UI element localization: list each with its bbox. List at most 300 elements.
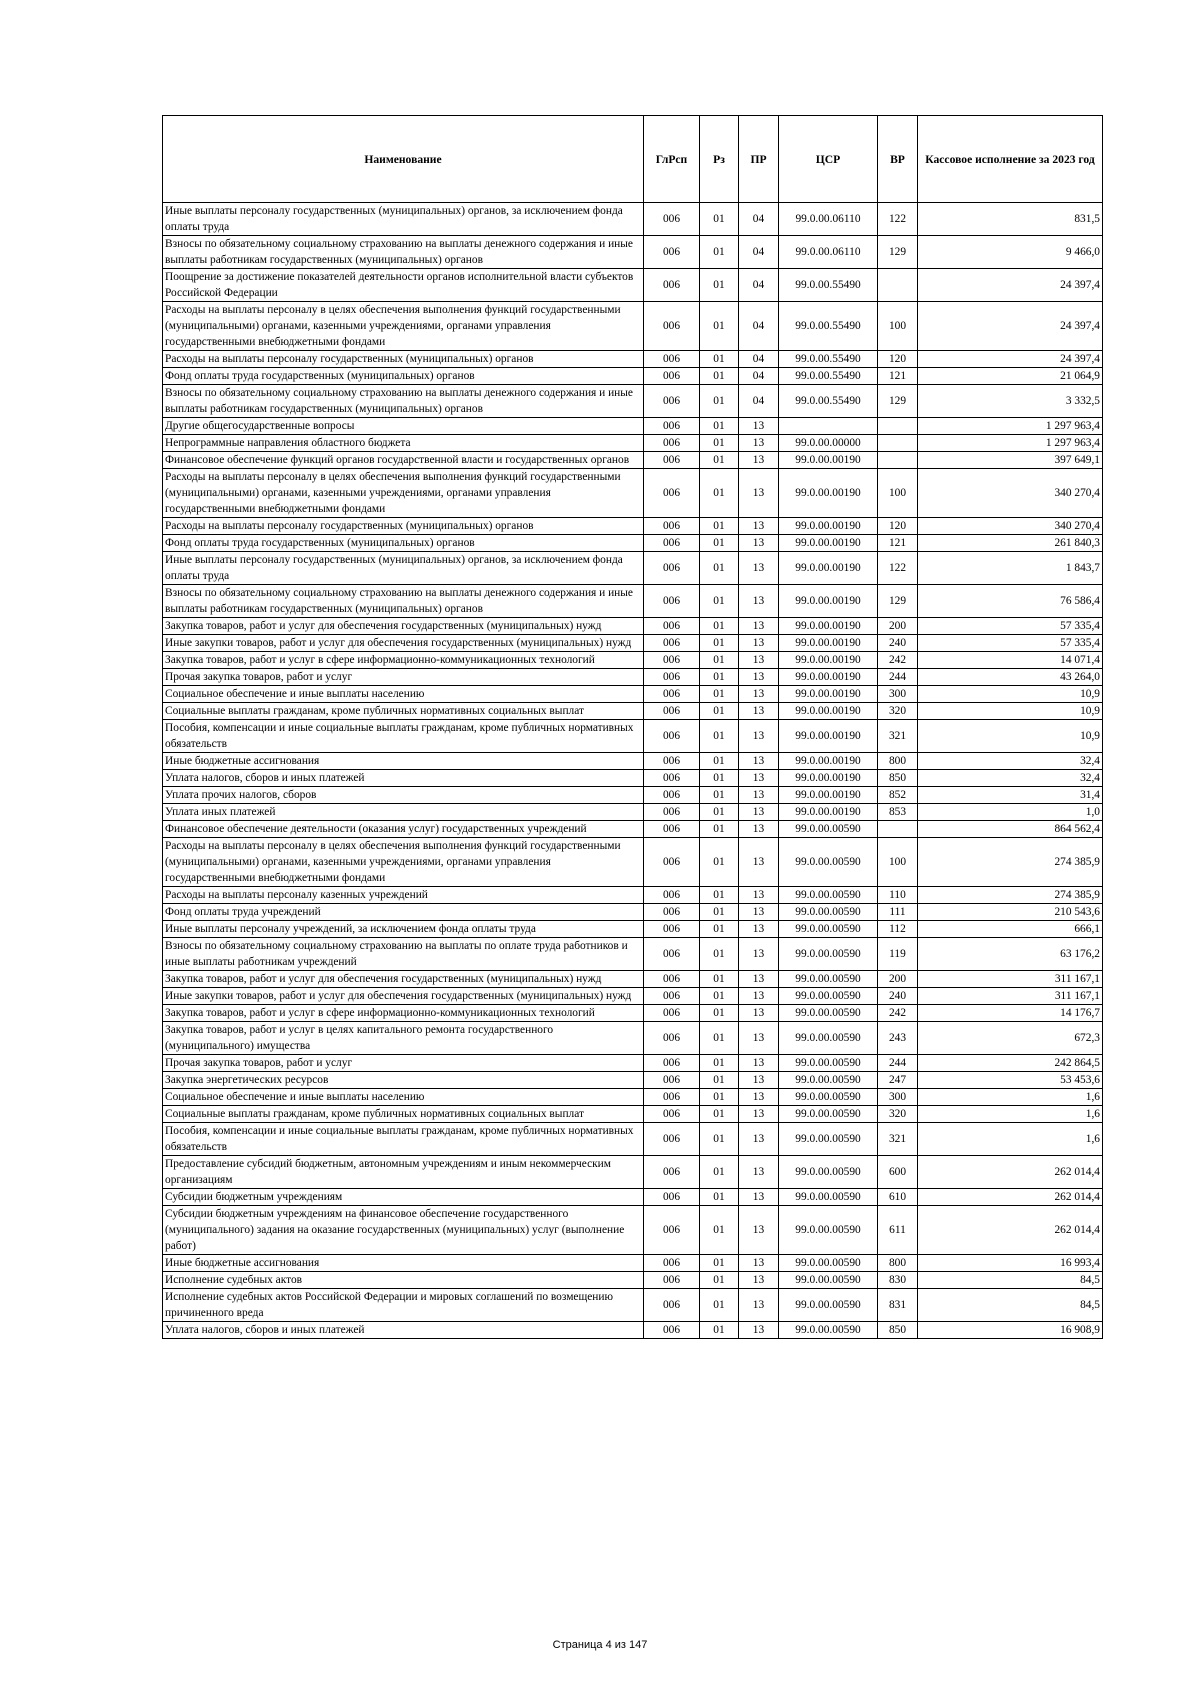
cell-glrsp: 006 [644,1206,700,1255]
table-row [163,770,1103,787]
cell-name: Уплата прочих налогов, сборов [163,787,644,804]
table-row [163,452,1103,469]
cell-amount: 340 270,4 [918,469,1103,518]
cell-pr: 13 [739,1089,779,1106]
cell-glrsp: 006 [644,535,700,552]
cell-csr [779,418,878,435]
cell-name: Уплата иных платежей [163,804,644,821]
table-row [163,1206,1103,1255]
cell-csr: 99.0.00.00190 [779,635,878,652]
cell-rz: 01 [700,385,739,418]
cell-amount: 831,5 [918,203,1103,236]
cell-pr: 13 [739,435,779,452]
cell-glrsp: 006 [644,1055,700,1072]
header-rz: Рз [700,116,739,203]
cell-vr: 100 [878,838,918,887]
cell-amount: 24 397,4 [918,351,1103,368]
table-row [163,1156,1103,1189]
cell-name: Фонд оплаты труда государственных (муниципальных) органов [163,535,644,552]
cell-pr: 13 [739,1289,779,1322]
cell-amount: 1,6 [918,1123,1103,1156]
cell-pr: 13 [739,838,779,887]
table-body [163,203,1103,1339]
cell-csr: 99.0.00.00590 [779,838,878,887]
cell-pr: 13 [739,518,779,535]
cell-csr: 99.0.00.55490 [779,302,878,351]
cell-vr: 122 [878,203,918,236]
cell-amount: 864 562,4 [918,821,1103,838]
cell-csr: 99.0.00.00590 [779,821,878,838]
cell-rz: 01 [700,585,739,618]
cell-glrsp: 006 [644,618,700,635]
cell-rz: 01 [700,988,739,1005]
cell-name: Социальные выплаты гражданам, кроме публичных нормативных социальных выплат [163,703,644,720]
cell-pr: 13 [739,635,779,652]
cell-amount: 262 014,4 [918,1189,1103,1206]
cell-name: Взносы по обязательному социальному страхованию на выплаты денежного содержания и иные выплаты работникам государственных (муниципальных) органов [163,585,644,618]
cell-amount: 262 014,4 [918,1206,1103,1255]
cell-glrsp: 006 [644,1156,700,1189]
header-glrsp: ГлРсп [644,116,700,203]
header-name: Наименование [163,116,644,203]
cell-amount: 274 385,9 [918,887,1103,904]
cell-vr: 129 [878,385,918,418]
cell-amount: 1 297 963,4 [918,418,1103,435]
cell-rz: 01 [700,1289,739,1322]
cell-name: Фонд оплаты труда учреждений [163,904,644,921]
cell-vr: 112 [878,921,918,938]
cell-csr: 99.0.00.00190 [779,535,878,552]
cell-glrsp: 006 [644,1255,700,1272]
page-number: Страница 4 из 147 [552,1639,648,1651]
cell-amount: 43 264,0 [918,669,1103,686]
table-row [163,518,1103,535]
cell-rz: 01 [700,236,739,269]
cell-pr: 13 [739,1055,779,1072]
cell-pr: 13 [739,1322,779,1339]
cell-name: Иные бюджетные ассигнования [163,753,644,770]
cell-vr: 243 [878,1022,918,1055]
cell-vr: 853 [878,804,918,821]
cell-glrsp: 006 [644,720,700,753]
cell-pr: 13 [739,1005,779,1022]
cell-rz: 01 [700,821,739,838]
table-row [163,635,1103,652]
cell-csr: 99.0.00.00590 [779,887,878,904]
table-row [163,1123,1103,1156]
cell-pr: 13 [739,1272,779,1289]
table-row [163,585,1103,618]
cell-amount: 311 167,1 [918,971,1103,988]
cell-name: Прочая закупка товаров, работ и услуг [163,669,644,686]
cell-glrsp: 006 [644,652,700,669]
table-row [163,720,1103,753]
cell-glrsp: 006 [644,1123,700,1156]
cell-name: Иные закупки товаров, работ и услуг для обеспечения государственных (муниципальных) нужд [163,988,644,1005]
cell-name: Социальные выплаты гражданам, кроме публичных нормативных социальных выплат [163,1106,644,1123]
table-row [163,535,1103,552]
cell-vr: 240 [878,635,918,652]
cell-name: Закупка товаров, работ и услуг в целях капитального ремонта государственного (муниципального) имущества [163,1022,644,1055]
cell-csr: 99.0.00.00190 [779,753,878,770]
cell-rz: 01 [700,302,739,351]
table-row [163,618,1103,635]
cell-csr: 99.0.00.00590 [779,921,878,938]
cell-vr: 800 [878,1255,918,1272]
cell-pr: 13 [739,669,779,686]
table-header-row [163,116,1103,203]
cell-vr [878,452,918,469]
cell-glrsp: 006 [644,838,700,887]
cell-vr: 244 [878,669,918,686]
cell-glrsp: 006 [644,821,700,838]
cell-rz: 01 [700,1255,739,1272]
cell-glrsp: 006 [644,236,700,269]
cell-rz: 01 [700,518,739,535]
cell-vr: 800 [878,753,918,770]
cell-pr: 04 [739,236,779,269]
cell-pr: 13 [739,552,779,585]
cell-csr: 99.0.00.00590 [779,1106,878,1123]
cell-vr: 242 [878,652,918,669]
cell-csr: 99.0.00.06110 [779,236,878,269]
cell-name: Расходы на выплаты персоналу казенных учреждений [163,887,644,904]
cell-glrsp: 006 [644,921,700,938]
cell-csr: 99.0.00.00590 [779,1022,878,1055]
cell-rz: 01 [700,686,739,703]
cell-rz: 01 [700,921,739,938]
cell-vr: 831 [878,1289,918,1322]
cell-amount: 1 297 963,4 [918,435,1103,452]
table-row [163,821,1103,838]
table-row [163,435,1103,452]
cell-name: Социальное обеспечение и иные выплаты населению [163,1089,644,1106]
cell-csr: 99.0.00.00590 [779,1156,878,1189]
table-row [163,686,1103,703]
cell-glrsp: 006 [644,203,700,236]
cell-pr: 13 [739,686,779,703]
cell-rz: 01 [700,838,739,887]
cell-name: Исполнение судебных актов Российской Федерации и мировых соглашений по возмещению причиненного вреда [163,1289,644,1322]
cell-name: Пособия, компенсации и иные социальные выплаты гражданам, кроме публичных нормативных обязательств [163,720,644,753]
cell-glrsp: 006 [644,585,700,618]
table-row [163,203,1103,236]
cell-pr: 13 [739,535,779,552]
cell-pr: 04 [739,269,779,302]
cell-name: Уплата налогов, сборов и иных платежей [163,1322,644,1339]
table-row [163,469,1103,518]
cell-rz: 01 [700,669,739,686]
budget-execution-table [162,115,1103,1339]
header-pr: ПР [739,116,779,203]
cell-name: Пособия, компенсации и иные социальные выплаты гражданам, кроме публичных нормативных обязательств [163,1123,644,1156]
cell-amount: 10,9 [918,703,1103,720]
cell-glrsp: 006 [644,302,700,351]
cell-pr: 13 [739,418,779,435]
cell-vr: 852 [878,787,918,804]
cell-amount: 340 270,4 [918,518,1103,535]
cell-amount: 311 167,1 [918,988,1103,1005]
cell-csr: 99.0.00.00590 [779,938,878,971]
table-row [163,753,1103,770]
table-row [163,971,1103,988]
cell-pr: 13 [739,720,779,753]
cell-pr: 04 [739,368,779,385]
cell-csr: 99.0.00.00590 [779,1322,878,1339]
cell-name: Закупка товаров, работ и услуг для обеспечения государственных (муниципальных) нужд [163,971,644,988]
cell-amount: 84,5 [918,1289,1103,1322]
cell-name: Предоставление субсидий бюджетным, автономным учреждениям и иным некоммерческим организациям [163,1156,644,1189]
cell-glrsp: 006 [644,1106,700,1123]
cell-vr: 129 [878,585,918,618]
table-row [163,1189,1103,1206]
cell-amount: 1,6 [918,1089,1103,1106]
cell-pr: 04 [739,351,779,368]
cell-vr: 111 [878,904,918,921]
cell-glrsp: 006 [644,686,700,703]
cell-glrsp: 006 [644,1189,700,1206]
cell-glrsp: 006 [644,1322,700,1339]
table-row [163,887,1103,904]
cell-pr: 13 [739,1206,779,1255]
cell-pr: 13 [739,821,779,838]
cell-pr: 13 [739,887,779,904]
cell-amount: 1,6 [918,1106,1103,1123]
cell-rz: 01 [700,720,739,753]
cell-csr: 99.0.00.00190 [779,669,878,686]
cell-amount: 76 586,4 [918,585,1103,618]
cell-vr: 110 [878,887,918,904]
cell-pr: 13 [739,921,779,938]
cell-vr: 242 [878,1005,918,1022]
cell-pr: 04 [739,203,779,236]
cell-pr: 13 [739,1123,779,1156]
cell-glrsp: 006 [644,435,700,452]
cell-pr: 13 [739,988,779,1005]
cell-name: Финансовое обеспечение функций органов государственной власти и государственных органов [163,452,644,469]
cell-glrsp: 006 [644,1022,700,1055]
cell-pr: 13 [739,904,779,921]
cell-glrsp: 006 [644,518,700,535]
cell-glrsp: 006 [644,1089,700,1106]
cell-rz: 01 [700,552,739,585]
cell-name: Исполнение судебных актов [163,1272,644,1289]
table-row [163,838,1103,887]
cell-amount: 1 843,7 [918,552,1103,585]
cell-csr: 99.0.00.00190 [779,552,878,585]
table-row [163,1272,1103,1289]
cell-vr: 321 [878,1123,918,1156]
table-row [163,787,1103,804]
cell-csr: 99.0.00.00190 [779,770,878,787]
cell-amount: 24 397,4 [918,269,1103,302]
cell-name: Поощрение за достижение показателей деятельности органов исполнительной власти субъектов Российской Федерации [163,269,644,302]
table-row [163,368,1103,385]
cell-amount: 32,4 [918,753,1103,770]
cell-pr: 13 [739,452,779,469]
cell-csr: 99.0.00.00190 [779,518,878,535]
cell-csr: 99.0.00.00590 [779,1289,878,1322]
cell-name: Расходы на выплаты персоналу государственных (муниципальных) органов [163,351,644,368]
cell-csr: 99.0.00.00190 [779,469,878,518]
cell-csr: 99.0.00.00190 [779,452,878,469]
cell-pr: 13 [739,1022,779,1055]
cell-rz: 01 [700,652,739,669]
cell-amount: 672,3 [918,1022,1103,1055]
cell-glrsp: 006 [644,887,700,904]
table-row [163,236,1103,269]
cell-csr: 99.0.00.00590 [779,1089,878,1106]
cell-amount: 14 176,7 [918,1005,1103,1022]
table-row [163,1322,1103,1339]
cell-glrsp: 006 [644,552,700,585]
cell-glrsp: 006 [644,904,700,921]
cell-name: Расходы на выплаты персоналу в целях обеспечения выполнения функций государственными (муниципальными) органами, казенными учреждениями, органами управления государственными внебюджетными фондами [163,302,644,351]
cell-name: Иные выплаты персоналу учреждений, за исключением фонда оплаты труда [163,921,644,938]
cell-amount: 1,0 [918,804,1103,821]
cell-pr: 13 [739,469,779,518]
cell-name: Закупка товаров, работ и услуг для обеспечения государственных (муниципальных) нужд [163,618,644,635]
cell-amount: 262 014,4 [918,1156,1103,1189]
table-row [163,1005,1103,1022]
cell-csr: 99.0.00.00190 [779,787,878,804]
cell-vr: 300 [878,686,918,703]
cell-rz: 01 [700,703,739,720]
cell-amount: 57 335,4 [918,618,1103,635]
cell-pr: 13 [739,585,779,618]
cell-vr: 121 [878,368,918,385]
cell-csr: 99.0.00.06110 [779,203,878,236]
cell-vr: 300 [878,1089,918,1106]
table-row [163,302,1103,351]
table-row [163,269,1103,302]
cell-amount: 9 466,0 [918,236,1103,269]
cell-name: Иные выплаты персоналу государственных (муниципальных) органов, за исключением фонда оплаты труда [163,552,644,585]
cell-csr: 99.0.00.00590 [779,1272,878,1289]
cell-pr: 13 [739,703,779,720]
cell-rz: 01 [700,1089,739,1106]
cell-vr: 320 [878,1106,918,1123]
cell-pr: 13 [739,753,779,770]
cell-vr [878,418,918,435]
header-csr: ЦСР [779,116,878,203]
cell-csr: 99.0.00.00590 [779,1123,878,1156]
cell-rz: 01 [700,971,739,988]
cell-amount: 210 543,6 [918,904,1103,921]
cell-rz: 01 [700,469,739,518]
cell-rz: 01 [700,1005,739,1022]
cell-vr: 121 [878,535,918,552]
cell-glrsp: 006 [644,988,700,1005]
cell-rz: 01 [700,1022,739,1055]
table-row [163,1072,1103,1089]
cell-vr [878,435,918,452]
cell-name: Взносы по обязательному социальному страхованию на выплаты по оплате труда работников и иные выплаты работникам учреждений [163,938,644,971]
cell-amount: 666,1 [918,921,1103,938]
cell-rz: 01 [700,1272,739,1289]
cell-name: Взносы по обязательному социальному страхованию на выплаты денежного содержания и иные выплаты работникам государственных (муниципальных) органов [163,385,644,418]
header-vr: ВР [878,116,918,203]
cell-rz: 01 [700,203,739,236]
cell-rz: 01 [700,1156,739,1189]
cell-csr: 99.0.00.00590 [779,1189,878,1206]
cell-vr: 129 [878,236,918,269]
cell-rz: 01 [700,1072,739,1089]
cell-name: Иные закупки товаров, работ и услуг для обеспечения государственных (муниципальных) нужд [163,635,644,652]
cell-csr: 99.0.00.00190 [779,703,878,720]
cell-vr: 200 [878,971,918,988]
cell-amount: 24 397,4 [918,302,1103,351]
cell-name: Непрограммные направления областного бюджета [163,435,644,452]
cell-name: Уплата налогов, сборов и иных платежей [163,770,644,787]
cell-vr: 244 [878,1055,918,1072]
cell-name: Взносы по обязательному социальному страхованию на выплаты денежного содержания и иные выплаты работникам государственных (муниципальных) органов [163,236,644,269]
cell-csr: 99.0.00.00590 [779,1255,878,1272]
cell-vr: 610 [878,1189,918,1206]
cell-rz: 01 [700,1189,739,1206]
cell-amount: 14 071,4 [918,652,1103,669]
cell-name: Расходы на выплаты персоналу в целях обеспечения выполнения функций государственными (муниципальными) органами, казенными учреждениями, органами управления государственными внебюджетными фондами [163,469,644,518]
table-row [163,703,1103,720]
cell-rz: 01 [700,1106,739,1123]
cell-amount: 16 993,4 [918,1255,1103,1272]
cell-rz: 01 [700,770,739,787]
cell-rz: 01 [700,938,739,971]
cell-glrsp: 006 [644,753,700,770]
cell-csr: 99.0.00.00590 [779,988,878,1005]
cell-amount: 274 385,9 [918,838,1103,887]
cell-glrsp: 006 [644,385,700,418]
cell-vr: 850 [878,770,918,787]
cell-name: Социальное обеспечение и иные выплаты населению [163,686,644,703]
cell-glrsp: 006 [644,770,700,787]
cell-rz: 01 [700,1055,739,1072]
cell-glrsp: 006 [644,703,700,720]
table-row [163,1289,1103,1322]
cell-rz: 01 [700,368,739,385]
cell-rz: 01 [700,618,739,635]
cell-amount: 31,4 [918,787,1103,804]
table-row [163,418,1103,435]
cell-name: Другие общегосударственные вопросы [163,418,644,435]
cell-pr: 04 [739,302,779,351]
table-row [163,1106,1103,1123]
cell-glrsp: 006 [644,804,700,821]
cell-rz: 01 [700,787,739,804]
cell-csr: 99.0.00.55490 [779,351,878,368]
cell-amount: 242 864,5 [918,1055,1103,1072]
cell-vr: 119 [878,938,918,971]
cell-name: Расходы на выплаты персоналу государственных (муниципальных) органов [163,518,644,535]
cell-rz: 01 [700,269,739,302]
cell-csr: 99.0.00.00190 [779,804,878,821]
cell-pr: 13 [739,618,779,635]
cell-csr: 99.0.00.00190 [779,618,878,635]
cell-name: Расходы на выплаты персоналу в целях обеспечения выполнения функций государственными (муниципальными) органами, казенными учреждениями, органами управления государственными внебюджетными фондами [163,838,644,887]
cell-vr: 200 [878,618,918,635]
cell-glrsp: 006 [644,418,700,435]
cell-amount: 32,4 [918,770,1103,787]
cell-amount: 57 335,4 [918,635,1103,652]
cell-name: Финансовое обеспечение деятельности (оказания услуг) государственных учреждений [163,821,644,838]
cell-amount: 53 453,6 [918,1072,1103,1089]
cell-vr: 320 [878,703,918,720]
cell-rz: 01 [700,1123,739,1156]
cell-csr: 99.0.00.00190 [779,720,878,753]
table-row [163,1255,1103,1272]
table-row [163,1089,1103,1106]
table-row [163,938,1103,971]
